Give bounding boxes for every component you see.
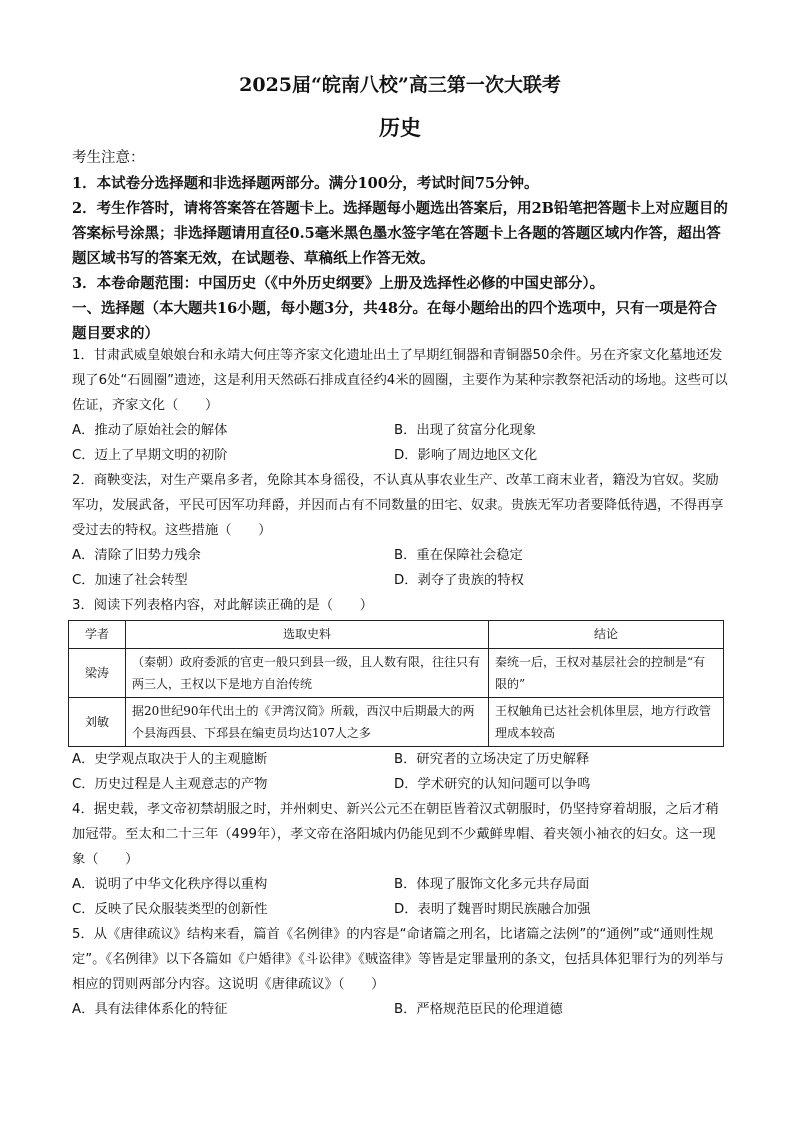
table-cell: 王权触角已达社会机体里层，地方行政管理成本较高 (489, 698, 724, 747)
options (72, 418, 728, 468)
options (72, 747, 728, 797)
subject-title: 历史 (379, 115, 421, 140)
question-stem: 4．据史载，孝文帝初禁胡服之时，并州刺史、新兴公元丕在朝臣皆着汉式朝服时，仍坚持穿着胡服，之后才稍加冠带。至太和二十三年（499年），孝文帝在洛阳城内仍能见到不少戴鲜卑帽、着夹领小袖衣的妇女。这一现象（ ） (72, 802, 719, 867)
options (72, 997, 728, 1022)
table-header: 学者 (69, 621, 126, 649)
option-b: B．严格规范臣民的伦理道德 (394, 1002, 563, 1017)
notice-item: 2．考生作答时，请将答案答在答题卡上。选择题每小题选出答案后，用2B铅笔把答题卡上对应题目的答案标号涂黑；非选择题请用直径0.5毫米黑色墨水签字笔在答题卡上各题的答题区域内作答，超出答题区域书写的答案无效，在试题卷、草稿纸上作答无效。 (72, 200, 728, 267)
table-header-row (69, 621, 724, 649)
option-d: D．表明了魏晋时期民族融合加强 (394, 902, 591, 917)
question-stem: 1．甘肃武威皇娘娘台和永靖大何庄等齐家文化遗址出土了早期红铜器和青铜器50余件。另在齐家文化墓地还发现了6处“石圆圈”遗迹，这是利用天然砾石排成直径约4米的圆圈，主要作为某种宗教祭祀活动的场地。这些可以佐证，齐家文化（ ） (72, 348, 728, 413)
table-cell: 刘敏 (69, 698, 126, 747)
options (72, 872, 728, 922)
option-a: A．具有法律体系化的特征 (72, 1002, 228, 1017)
option-c: C．迈上了早期文明的初阶 (72, 448, 228, 463)
notice-heading: 考生注意： (72, 150, 145, 166)
notice-item: 1．本试卷分选择题和非选择题两部分。满分100分，考试时间75分钟。 (72, 175, 539, 192)
table-cell: 据20世纪90年代出土的《尹湾汉简》所载，西汉中后期最大的两个县海西县、下邳县在编吏员均达107人之多 (126, 698, 489, 747)
option-b: B．重在保障社会稳定 (394, 548, 523, 563)
question-1 (72, 343, 728, 468)
question-5 (72, 922, 728, 1022)
option-c: C．加速了社会转型 (72, 573, 188, 588)
notice-block (72, 146, 728, 346)
option-d: D．影响了周边地区文化 (394, 448, 538, 463)
option-a: A．推动了原始社会的解体 (72, 423, 228, 438)
option-c: C．历史过程是人主观意志的产物 (72, 777, 268, 792)
exam-title: 2025届“皖南八校”高三第一次大联考 (239, 74, 561, 96)
table-row (69, 649, 724, 698)
option-d: D．剥夺了贵族的特权 (394, 573, 524, 588)
question-3 (72, 593, 728, 797)
option-b: B．体现了服饰文化多元共存局面 (394, 877, 590, 892)
option-a: A．清除了旧势力残余 (72, 548, 201, 563)
table-row (69, 698, 724, 747)
option-b: B．出现了贫富分化现象 (394, 423, 537, 438)
table-cell: 梁涛 (69, 649, 126, 698)
notice-item: 3．本卷命题范围：中国历史（《中外历史纲要》上册及选择性必修的中国史部分）。 (72, 275, 605, 292)
source-table (68, 620, 724, 747)
option-a: A．史学观点取决于人的主观臆断 (72, 752, 268, 767)
section-heading: 一、选择题（本大题共16小题，每小题3分，共48分。在每小题给出的四个选项中，只有一项是符合题目要求的） (72, 300, 717, 342)
option-b: B．研究者的立场决定了历史解释 (394, 752, 590, 767)
table-header: 选取史料 (126, 621, 489, 649)
options (72, 543, 728, 593)
question-stem: 3．阅读下列表格内容，对此解读正确的是（ ） (72, 598, 373, 613)
question-stem: 2．商鞅变法，对生产粟帛多者，免除其本身徭役，不认真从事农业生产、改革工商末业者，籍没为官奴。奖励军功，发展武备，平民可因军功拜爵，并因而占有不同数量的田宅、奴隶。贵族无军功者要降低待遇，不得再享受过去的特权。这些措施（ ） (72, 473, 724, 538)
option-a: A．说明了中华文化秩序得以重构 (72, 877, 268, 892)
table-cell: 秦统一后，王权对基层社会的控制是“有限的” (489, 649, 724, 698)
question-stem: 5．从《唐律疏议》结构来看，篇首《名例律》的内容是“命诸篇之刑名，比诸篇之法例”的“通例”或“通则性规定”。《名例律》以下各篇如《户婚律》《斗讼律》《贼盗律》等皆是定罪量刑的条文，包括具体犯罪行为的列举与相应的罚则两部分内容。这说明《唐律疏议》（ ） (72, 927, 724, 992)
option-c: C．反映了民众服装类型的创新性 (72, 902, 268, 917)
table-cell: （秦朝）政府委派的官吏一般只到县一级，且人数有限，往往只有两三人，王权以下是地方自治传统 (126, 649, 489, 698)
option-d: D．学术研究的认知问题可以争鸣 (394, 777, 591, 792)
question-4 (72, 797, 728, 922)
table-header: 结论 (489, 621, 724, 649)
questions (72, 343, 728, 1022)
question-2 (72, 468, 728, 593)
